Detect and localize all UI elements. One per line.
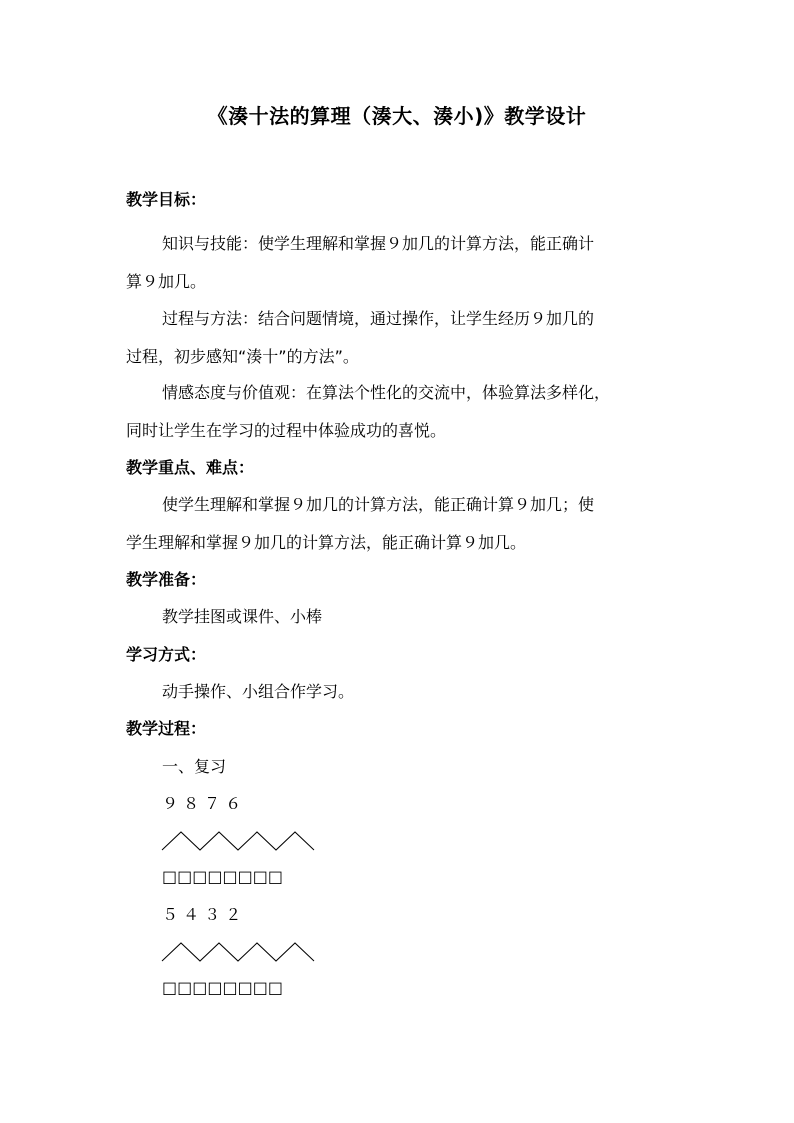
numbers-row-2: ５ ４ ３ ２	[162, 905, 242, 924]
answer-boxes-row-2: □□□□□□□□	[162, 978, 283, 997]
goal-process-line2: 过程，初步感知“湊十”的方法”。	[126, 347, 359, 366]
goal-attitude-line1: 情感态度与价值观：在算法个性化的交流中，体验算法多样化，	[162, 383, 611, 402]
learning-method-heading: 学习方式：	[126, 645, 207, 664]
preparation-heading: 教学准备：	[126, 570, 207, 589]
goal-attitude-line2: 同时让学生在学习的过程中体验成功的喜悦。	[126, 421, 447, 440]
learning-method-text: 动手操作、小组合作学习。	[162, 682, 355, 701]
key-points-line2: 学生理解和掌握９加几的计算方法，能正确计算９加几。	[126, 533, 527, 552]
zigzag-connector-1	[162, 830, 314, 852]
goal-knowledge-line2: 算９加几。	[126, 272, 207, 291]
review-heading: 一、复习	[162, 757, 227, 776]
zigzag-connector-2	[162, 941, 314, 963]
numbers-row-1: ９ ８ ７ ６	[162, 794, 242, 813]
key-points-heading: 教学重点、难点：	[126, 458, 255, 477]
key-points-line1: 使学生理解和掌握９加几的计算方法，能正确计算９加几；使	[162, 495, 595, 514]
goal-process-line1: 过程与方法：结合问题情境，通过操作，让学生经历９加几的	[162, 309, 595, 328]
goal-knowledge-line1: 知识与技能：使学生理解和掌握９加几的计算方法，能正确计	[162, 234, 595, 253]
document-title: 《湊十法的算理（湊大、湊小)》教学设计	[207, 104, 587, 128]
process-heading: 教学过程：	[126, 719, 207, 738]
preparation-text: 教学挂图或课件、小棒	[162, 607, 323, 626]
answer-boxes-row-1: □□□□□□□□	[162, 867, 283, 886]
goals-heading: 教学目标：	[126, 190, 207, 209]
